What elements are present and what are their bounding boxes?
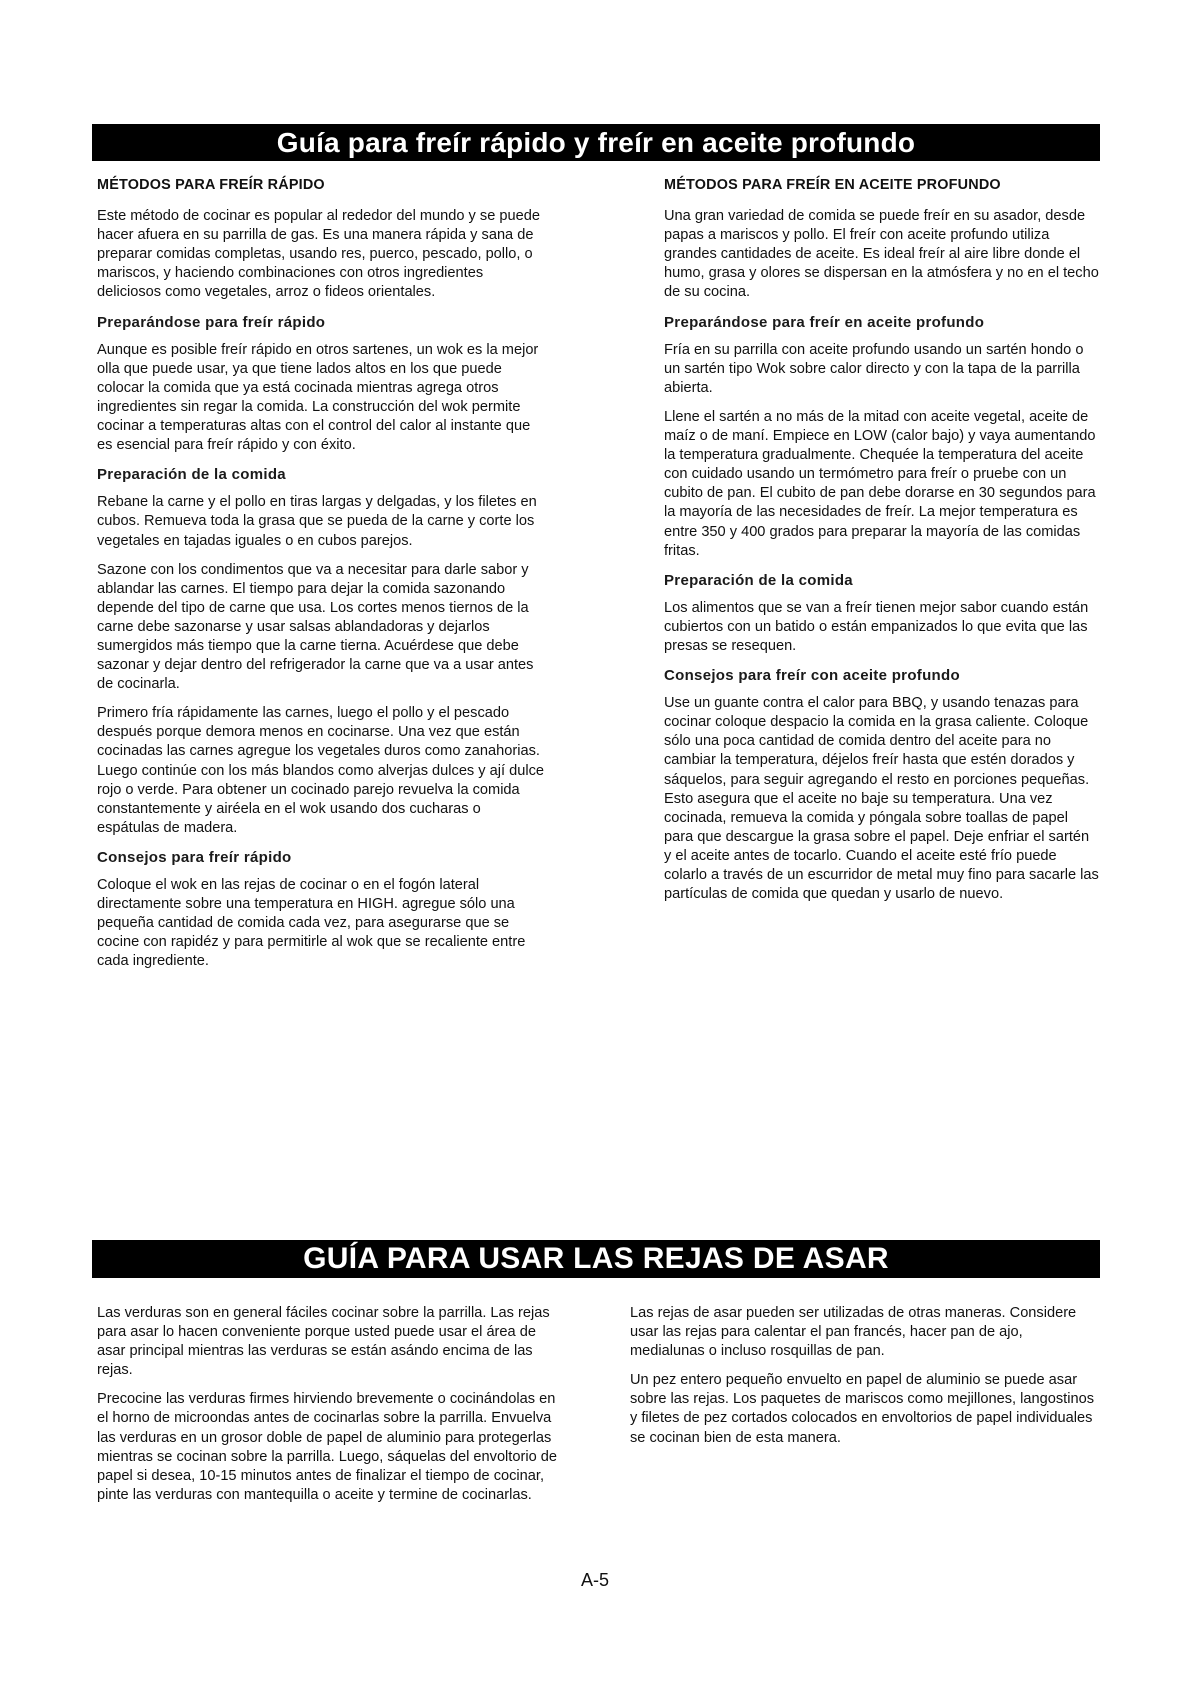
deep-fry-tips-text: Use un guante contra el calor para BBQ, y usando tenazas para cocinar coloque despacio la comida en la grasa caliente. Coloque sólo una poca cantidad de comida dentro del aceite para no cambiar la temperatura, déjelos freír hasta que estén dorados y sáquelos, para seguir agregando el resto en porciones pequeñas. Esto asegura que el aceite no baje su temperatura. Una vez cocinada, remueva la comida y póngala sobre toallas de papel para que descargue la grasa sobre el papel. Deje enfriar el sartén y el aceite antes de tocarlo. Cuando el aceite esté frío puede colarlo a través de un escurridor de metal muy fino para sacarle las partículas de comida que quedan y usarlo de nuevo.	[664, 695, 1099, 903]
deep-fry-prep-title: Preparándose para freír en aceite profundo	[664, 313, 985, 331]
quick-fry-tips-text: Coloque el wok en las rejas de cocinar o en el fogón lateral directamente sobre una temperatura en HIGH. agregue sólo una pequeña cantidad de comida cada vez, para asegurarse que se cocine con rapidéz y para permitirle al wok que se recaliente entre cada ingrediente.	[97, 877, 526, 970]
grill-racks-right-p2: Un pez entero pequeño envuelto en papel de aluminio se puede asar sobre las rejas. Los paquetes de mariscos como mejillones, langostinos y filetes de pez cortados colocados en envoltorios de papel individuales se cocinan bien de esta manera.	[630, 1372, 1094, 1446]
deep-fry-column	[664, 176, 1100, 914]
quick-fry-prep-text: Aunque es posible freír rápido en otros sartenes, un wok es la mejor olla que puede usar, ya que tiene lados altos en los que puede colocar la comida que ya está cocinada mientras agrega otros ingredientes sin regar la comida. La construcción del wok permite cocinar a temperaturas altas con el control del calor al instante que es esencial para freír rápido y con éxito.	[97, 341, 539, 454]
section-title-frying-text: Guía para freír rápido y freír en aceite profundo	[276, 127, 916, 158]
quick-fry-heading: MÉTODOS PARA FREÍR RÁPIDO	[97, 177, 325, 193]
section-title-frying	[92, 124, 1100, 161]
deep-fry-heading: MÉTODOS PARA FREÍR EN ACEITE PROFUNDO	[664, 177, 1001, 193]
quick-fry-food-title: Preparación de la comida	[97, 466, 286, 484]
deep-fry-prep-p2: Llene el sartén a no más de la mitad con aceite vegetal, aceite de maíz o de maní. Empiece en LOW (calor bajo) y vaya aumentando la temperatura gradualmente. Chequée la temperatura del aceite con cuidado usando un termómetro para freír o pruebe con un cubito de pan. El cubito de pan debe dorarse en 30 segundos para la mayoría de las necesidades de freír. La mejor temperatura es entre 350 y 400 grados para preparar la mayoría de las comidas fritas.	[664, 408, 1096, 559]
quick-fry-column	[97, 176, 547, 981]
quick-fry-food-p1: Rebane la carne y el pollo en tiras largas y delgadas, y los filetes en cubos. Remueva toda la grasa que se pueda de la carne y corte los vegetales en tajadas iguales o en cubos parejos.	[97, 494, 537, 549]
quick-fry-food-p2: Sazone con los condimentos que va a necesitar para darle sabor y ablandar las carnes. El tiempo para dejar la comida sazonando depende del tipo de carne que usa. Los cortes menos tiernos de la carne debe sazonarse y usar salsas ablandadoras y dejarlos sumergidos más tiempo que la carne tierna. Acuérdese que debe sazonar y dejar dentro del refrigerador la carne que va a usar antes de cocinarla.	[97, 561, 534, 693]
grill-racks-right-column	[630, 1304, 1100, 1458]
grill-racks-left-p1: Las verduras son en general fáciles cocinar sobre la parrilla. Las rejas para asar lo hacen conveniente porque usted puede usar el área de asar principal mientras las verduras se están asándo encima de las rejas.	[97, 1305, 550, 1379]
deep-fry-tips-title: Consejos para freír con aceite profundo	[664, 667, 960, 685]
quick-fry-food-p3: Primero fría rápidamente las carnes, luego el pollo y el pescado después porque demora menos en cocinarse. Una vez que están cocinadas las carnes agregue los vegetales duros como zanahorias. Luego continúe con los más blandos como alverjas dulces y ají dulce rojo o verde. Para obtener un cocinado parejo revuelva la comida constantemente y airéela en el wok usando dos cucharas o espátulas de madera.	[97, 705, 544, 836]
grill-racks-left-column	[97, 1304, 557, 1515]
grill-racks-right-p1: Las rejas de asar pueden ser utilizadas de otras maneras. Considere usar las rejas para calentar el pan francés, hacer pan de ajo, medialunas o incluso rosquillas de pan.	[630, 1305, 1077, 1360]
deep-fry-food-text: Los alimentos que se van a freír tienen mejor sabor cuando están cubiertos con un batido o están empanizados lo que evita que las presas se resequen.	[664, 599, 1089, 654]
quick-fry-tips-title: Consejos para freír rápido	[97, 848, 292, 866]
section-title-grill-racks	[92, 1240, 1100, 1278]
deep-fry-prep-p1: Fría en su parrilla con aceite profundo usando un sartén hondo o un sartén tipo Wok sobre calor directo y con la tapa de la parrilla abierta.	[664, 341, 1084, 396]
grill-racks-left-p2: Precocine las verduras firmes hirviendo brevemente o cocinándolas en el horno de microondas antes de cocinarlas sobre la parrilla. Envuelva las verduras en un grosor doble de papel de aluminio para protegerlas mientras se cocinan sobre la parrilla. Luego, sáquelas del envoltorio de papel si desea, 10-15 minutos antes de finalizar el tiempo de cocinar, pinte las verduras con mantequilla o aceite y termine de cocinarlas.	[97, 1391, 557, 1503]
section-title-grill-racks-text: GUÍA PARA USAR LAS REJAS DE ASAR	[303, 1242, 889, 1275]
quick-fry-prep-title: Preparándose para freír rápido	[97, 313, 326, 331]
deep-fry-intro: Una gran variedad de comida se puede freír en su asador, desde papas a mariscos y pollo. El freír con aceite profundo utiliza grandes cantidades de aceite. Es ideal freír al aire libre donde el humo, grasa y olores se dispersan en la atmósfera y no en el techo de su cocina.	[664, 208, 1099, 301]
page-number: A-5	[580, 1570, 609, 1590]
deep-fry-food-title: Preparación de la comida	[664, 571, 853, 589]
quick-fry-intro: Este método de cocinar es popular al rededor del mundo y se puede hacer afuera en su parrilla de gas. Es una manera rápida y sana de preparar comidas completas, usando res, puerco, pescado, pollo, o mariscos, y haciendo combinaciones con otros ingredientes deliciosos como vegetales, arroz o fideos orientales.	[97, 208, 540, 301]
